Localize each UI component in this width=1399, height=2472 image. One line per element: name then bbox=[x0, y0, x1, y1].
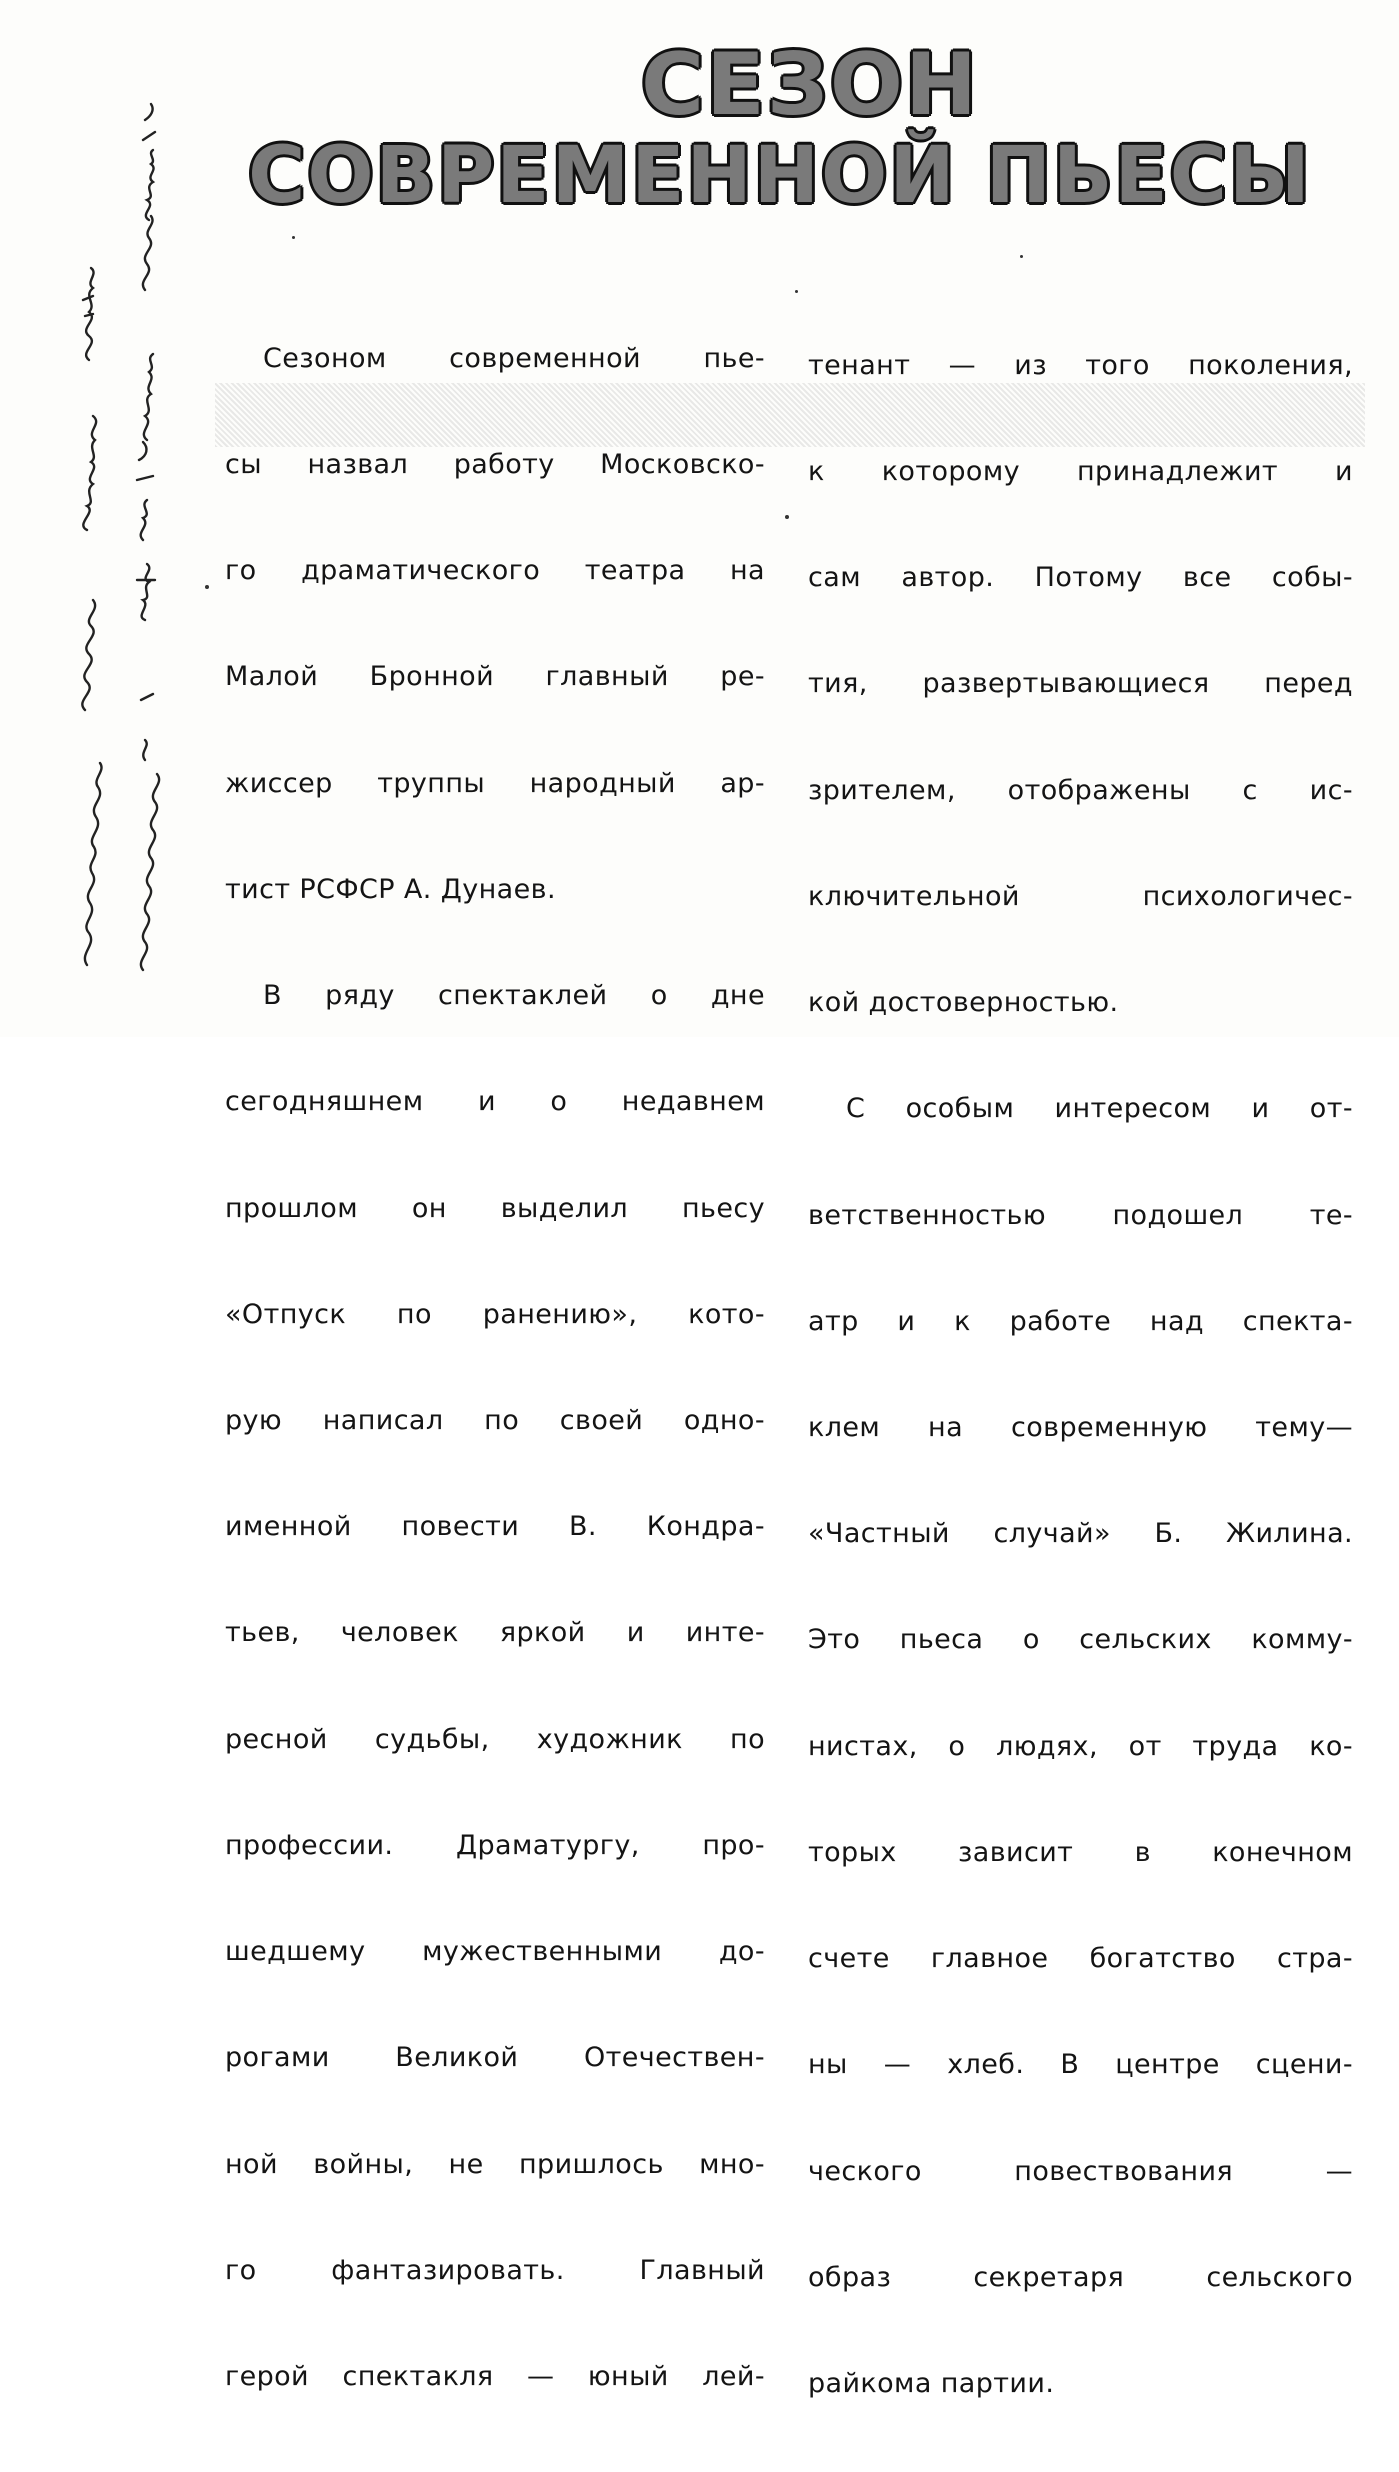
text-line: ветственностью подошел те- bbox=[808, 1199, 1353, 1231]
handwritten-margin-note bbox=[25, 60, 185, 990]
text-line: ключительной психологичес- bbox=[808, 880, 1353, 912]
text-line: «Частный случай» Б. Жилина. bbox=[808, 1518, 1353, 1550]
article-column-left bbox=[225, 270, 765, 2465]
text-line: Это пьеса о сельских комму- bbox=[808, 1624, 1353, 1656]
headline-line-1: СЕЗОН bbox=[640, 35, 980, 135]
text-line: жиссер труппы народный ар- bbox=[225, 767, 765, 799]
text-line: атр и к работе над спекта- bbox=[808, 1305, 1353, 1337]
text-line: тия, развертывающиеся перед bbox=[808, 668, 1353, 700]
text-line: герой спектакля — юный лей- bbox=[225, 2360, 765, 2392]
text-line: тенант — из того поколения, bbox=[808, 349, 1353, 381]
text-line: сам автор. Потому все собы- bbox=[808, 562, 1353, 594]
text-line: сегодняшнем и о недавнем bbox=[225, 1086, 765, 1118]
text-line: Малой Бронной главный ре- bbox=[225, 661, 765, 693]
print-speck bbox=[785, 515, 789, 519]
text-line: ны — хлеб. В центре сцени- bbox=[808, 2049, 1353, 2081]
print-speck bbox=[1020, 255, 1023, 258]
text-line: ресной судьбы, художник по bbox=[225, 1723, 765, 1755]
text-line: тьев, человек яркой и инте- bbox=[225, 1617, 765, 1649]
print-speck bbox=[795, 290, 798, 293]
text-line: В ряду спектаклей о дне bbox=[263, 980, 765, 1012]
text-line: С особым интересом и от- bbox=[846, 1093, 1353, 1125]
text-line: зрителем, отображены с ис- bbox=[808, 774, 1353, 806]
text-line: сы назвал работу Московско- bbox=[225, 449, 765, 481]
text-line: рогами Великой Отечествен- bbox=[225, 2042, 765, 2074]
article-column-right bbox=[808, 277, 1353, 2472]
text-line: шедшему мужественными до- bbox=[225, 1936, 765, 1968]
text-line: прошлом он выделил пьесу bbox=[225, 1192, 765, 1224]
text-line: к которому принадлежит и bbox=[808, 456, 1353, 488]
text-line: нистах, о людях, от труда ко- bbox=[808, 1730, 1353, 1762]
text-line: рую написал по своей одно- bbox=[225, 1405, 765, 1436]
text-line: именной повести В. Кондра- bbox=[225, 1511, 765, 1543]
text-line: торых зависит в конечном bbox=[808, 1836, 1353, 1868]
text-line: тист РСФСР А. Дунаев. bbox=[225, 873, 556, 905]
handwriting-signature-image bbox=[25, 60, 185, 990]
print-speck bbox=[205, 585, 209, 589]
headline-line-2: СОВРЕМЕННОЙ ПЬЕСЫ bbox=[248, 131, 1312, 222]
text-line: го драматического театра на bbox=[225, 555, 765, 587]
text-line: го фантазировать. Главный bbox=[225, 2254, 765, 2286]
text-line: ной войны, не пришлось мно- bbox=[225, 2148, 765, 2180]
text-line: райкома партии. bbox=[808, 2367, 1055, 2399]
text-line: ческого повествования — bbox=[808, 2155, 1353, 2187]
text-line: кой достоверностью. bbox=[808, 987, 1119, 1019]
text-line: клем на современную тему— bbox=[808, 1412, 1353, 1443]
print-speck bbox=[292, 236, 295, 239]
text-line: профессии. Драматургу, про- bbox=[225, 1829, 765, 1861]
text-line: образ секретаря сельского bbox=[808, 2261, 1353, 2293]
headline bbox=[220, 35, 1340, 222]
text-line: счете главное богатство стра- bbox=[808, 1943, 1353, 1975]
text-line: «Отпуск по ранению», кото- bbox=[225, 1298, 765, 1330]
text-line: Сезоном современной пье- bbox=[263, 342, 765, 374]
